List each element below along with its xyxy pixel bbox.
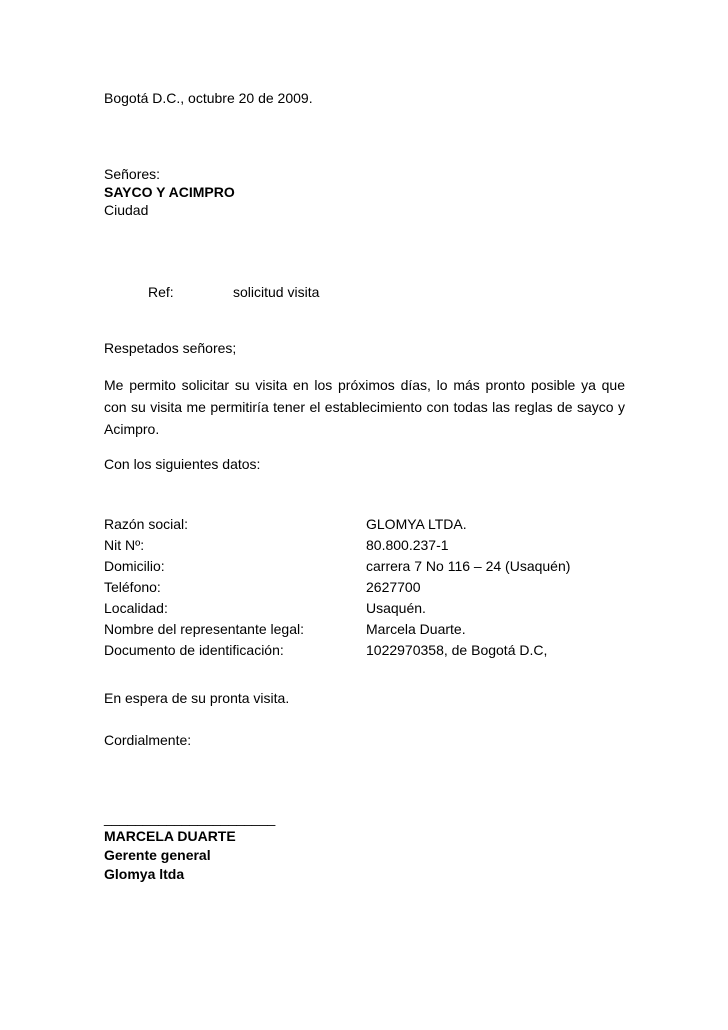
valediction: Cordialmente: [104,732,192,748]
greeting: Respetados señores; [104,340,237,356]
company-data-value: Usaquén. [366,600,426,616]
signature-title: Gerente general [104,847,211,863]
closing-line: En espera de su pronta visita. [104,690,290,706]
company-data-row [104,556,624,577]
company-data-value: 2627700 [366,579,421,595]
company-data-row [104,514,624,535]
recipient-name: SAYCO Y ACIMPRO [104,184,235,200]
company-data-value: 80.800.237-1 [366,537,449,553]
company-data-value: GLOMYA LTDA. [366,516,467,532]
company-data-row [104,598,624,619]
company-data-label: Localidad: [104,600,168,616]
company-data-value: carrera 7 No 116 – 24 (Usaquén) [366,558,571,574]
signature-name: MARCELA DUARTE [104,828,236,844]
company-data-label: Teléfono: [104,579,161,595]
data-intro: Con los siguientes datos: [104,456,261,472]
company-data-label: Documento de identificación: [104,642,284,658]
company-data-label: Nit Nº: [104,537,145,553]
recipient-salutation-header: Señores: [104,166,161,182]
company-data-row [104,619,624,640]
reference-value: solicitud visita [233,284,320,300]
company-data-row [104,577,624,598]
body-paragraph: Me permito solicitar su visita en los próximos días, lo más pronto posible ya que con su visita me permitiría tener el establecimiento con todas las reglas de sayco y Acimpro. [104,377,625,437]
company-data-value: Marcela Duarte. [366,621,466,637]
date-line: Bogotá D.C., octubre 20 de 2009. [104,90,313,106]
company-data-row [104,640,624,661]
company-data-label: Nombre del representante legal: [104,621,305,637]
reference-label: Ref: [148,284,174,300]
recipient-city: Ciudad [104,202,149,218]
company-data-value: 1022970358, de Bogotá D.C, [366,642,548,658]
signature-line: ______________________ [104,810,276,826]
company-data-label: Domicilio: [104,558,165,574]
signature-company: Glomya ltda [104,866,185,882]
company-data-table [104,514,624,661]
company-data-label: Razón social: [104,516,189,532]
company-data-row [104,535,624,556]
